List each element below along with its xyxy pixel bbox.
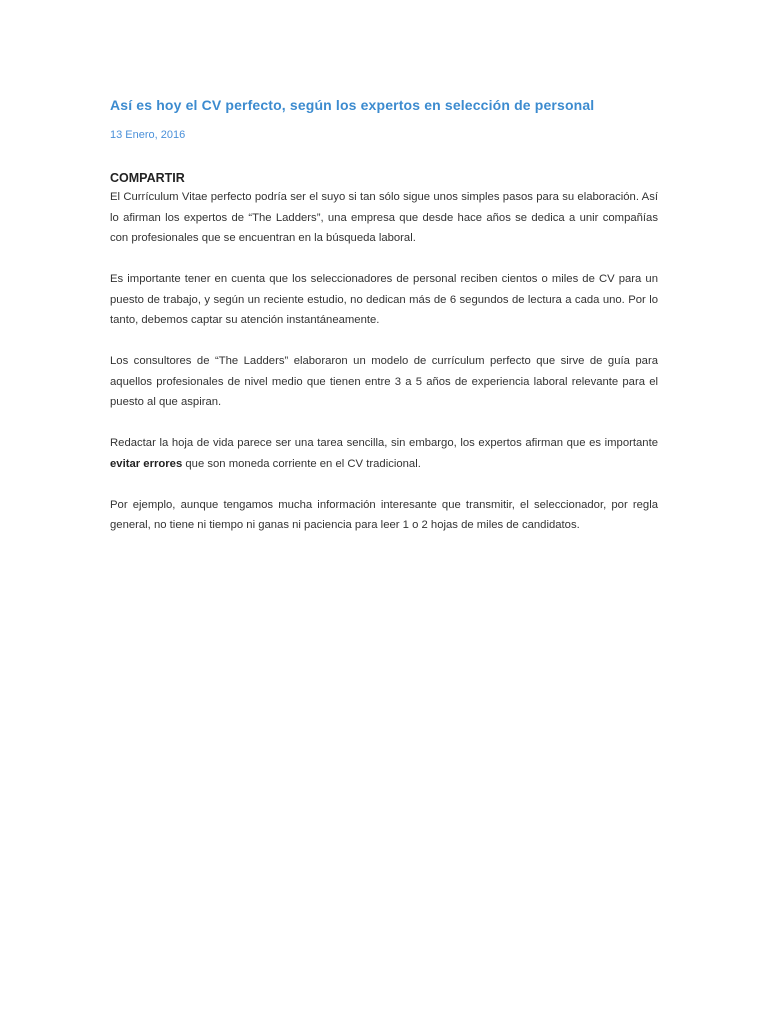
paragraph-4-emphasis: evitar errores — [110, 457, 183, 470]
paragraph-3: Los consultores de “The Ladders” elaboraron un modelo de currículum perfecto que sirve de guía para aquellos profesionales de nivel medio que tienen entre 3 a 5 años de experiencia laboral relevante para el puesto al que aspiran. — [110, 355, 658, 408]
article-title[interactable]: Así es hoy el CV perfecto, según los expertos en selección de personal — [110, 97, 595, 113]
share-label[interactable]: COMPARTIR — [110, 171, 185, 185]
paragraph-4-text-end: que son moneda corriente en el CV tradicional. — [182, 457, 421, 470]
paragraph-4-text-start: Redactar la hoja de vida parece ser una tarea sencilla, sin embargo, los expertos afirman que es importante — [110, 437, 658, 449]
paragraph-1: El Currículum Vitae perfecto podría ser el suyo si tan sólo sigue unos simples pasos para su elaboración. Así lo afirman los expertos de “The Ladders”, una empresa que desde hace años se dedica a unir compañías con profesionales que se encuentran en la búsqueda laboral. — [110, 191, 658, 244]
paragraph-4 — [110, 433, 658, 474]
article-date: 13 Enero, 2016 — [110, 129, 186, 141]
paragraph-2: Es importante tener en cuenta que los seleccionadores de personal reciben cientos o miles de CV para un puesto de trabajo, y según un reciente estudio, no dedican más de 6 segundos de lectura a cada uno. Por lo tanto, debemos captar su atención instantáneamente. — [110, 273, 658, 326]
paragraph-5: Por ejemplo, aunque tengamos mucha información interesante que transmitir, el seleccionador, por regla general, no tiene ni tiempo ni ganas ni paciencia para leer 1 o 2 hojas de miles de candidatos. — [110, 498, 658, 531]
article — [110, 95, 658, 556]
